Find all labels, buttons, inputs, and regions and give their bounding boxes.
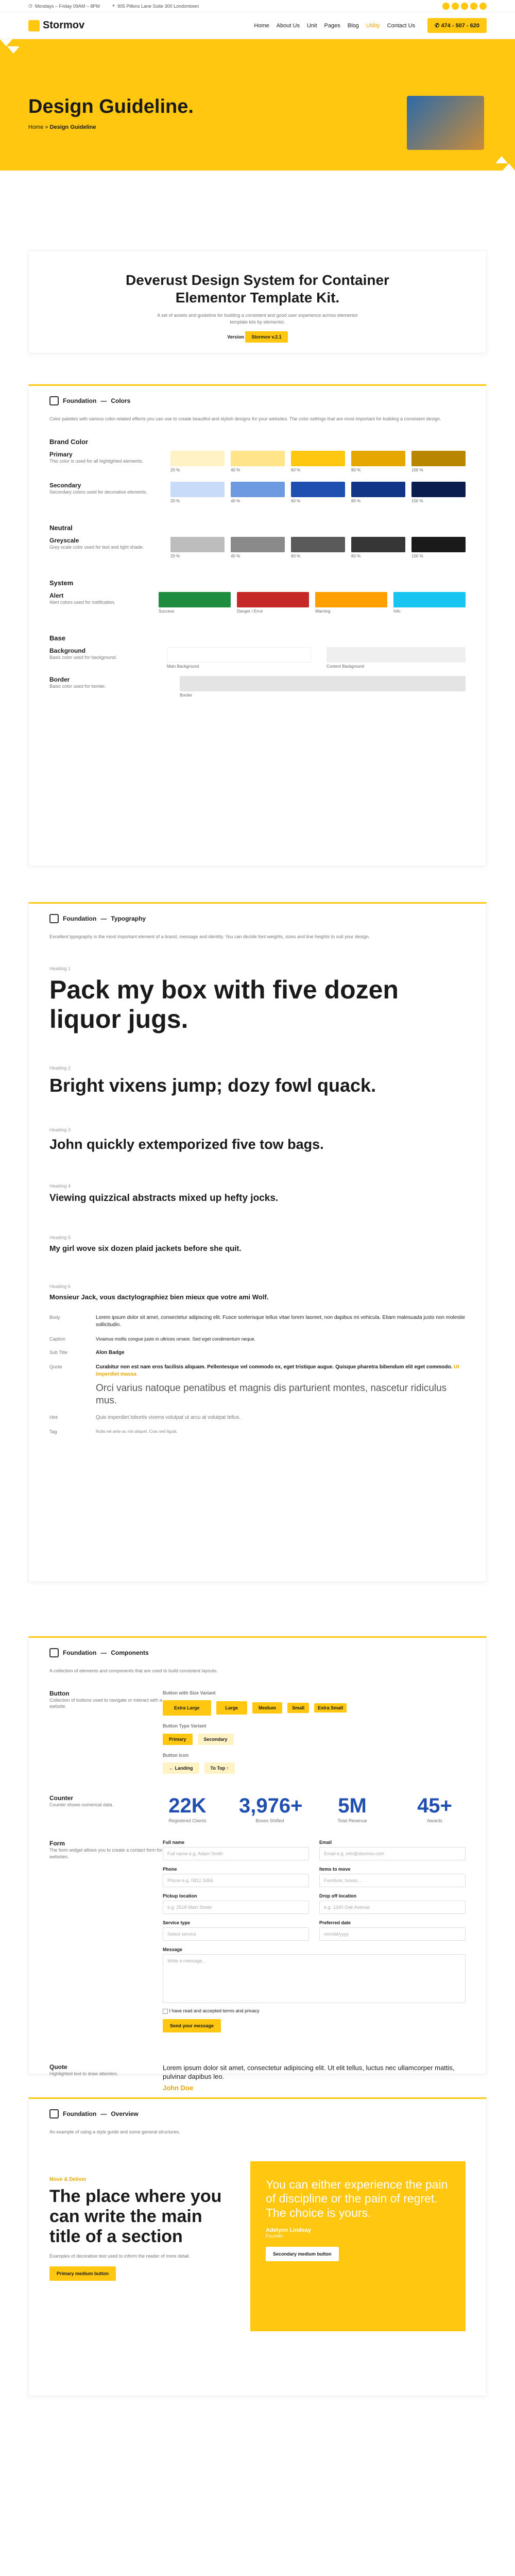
medium-button[interactable]: Medium <box>252 1702 282 1714</box>
swatch-label: 60 % <box>291 498 301 503</box>
group-title: Neutral <box>49 523 73 532</box>
swatch <box>231 537 285 558</box>
phone-input[interactable]: Phone e.g. 0812 3456 <box>163 1874 309 1887</box>
swatch <box>231 451 285 472</box>
swatch <box>291 537 345 558</box>
date-input[interactable]: mm/dd/yyyy <box>319 1927 466 1941</box>
page-title: Design Guideline. <box>28 96 194 117</box>
top-bar <box>0 0 515 12</box>
swatch-group-desc: Grey scale color used for text and light shade. <box>49 544 144 550</box>
type-label: Heading 2 <box>49 1065 71 1071</box>
phone-icon: ✆ <box>435 23 441 29</box>
group-title: Base <box>49 634 66 642</box>
secondary-medium-button[interactable]: Secondary medium button <box>266 2247 339 2261</box>
variant-label: Button with Size Variant <box>163 1690 216 1696</box>
counter-label: Boxes Shifted <box>255 1818 284 1824</box>
tag-sample: Nulla vel ante ac nisi aliquet. Cras sed ligula. <box>96 1429 178 1434</box>
swatch-group-label: Border <box>49 675 70 683</box>
heading-part: Foundation <box>63 915 97 922</box>
card-author: Adelynn Lindsay <box>266 2227 312 2234</box>
type-label: Heading 1 <box>49 965 71 971</box>
palette-icon <box>49 396 59 405</box>
field-label: Message <box>163 1946 183 1952</box>
group-title: System <box>49 579 74 587</box>
section-desc: Excellent typography is the most important element of a brand, message and identity. You can decide font weights, sizes and line heights to suit your design. <box>49 934 370 939</box>
counter-value: 45+ <box>417 1794 452 1818</box>
section-heading: Foundation — Components <box>29 1638 486 1668</box>
nav-unit[interactable]: Unit <box>306 22 317 29</box>
email-input[interactable]: Email e.g. info@stormov.com <box>319 1847 466 1860</box>
icon-button-landing[interactable] <box>163 1762 199 1774</box>
breadcrumb-home[interactable]: Home <box>28 124 44 130</box>
type-label: Heading 4 <box>49 1183 71 1189</box>
heading-part: Colors <box>111 397 131 404</box>
type-label: Heading 6 <box>49 1283 71 1289</box>
overview-section <box>28 2097 487 2396</box>
clock-icon: ◷ <box>28 3 32 8</box>
heading-part: Foundation <box>63 2110 97 2117</box>
swatch <box>327 647 466 669</box>
pickup-input[interactable]: e.g. 2518 Main Street <box>163 1901 309 1914</box>
swatch <box>231 482 285 503</box>
address-text: 905 Pilkins Lane Suite 300 Londontown <box>117 3 199 9</box>
triangle-decor <box>0 39 12 46</box>
hours-text: Mondays – Friday 09AM – 8PM <box>35 3 100 9</box>
subtitle-sample: Alon Badge <box>96 1350 125 1356</box>
phone-text: 474 - 507 - 620 <box>441 23 479 29</box>
agree-label: I have read and accepted terms and privacy <box>169 2008 260 2013</box>
swatch-label: Main Background <box>167 664 199 669</box>
colors-section <box>28 384 487 866</box>
swatch-label: 20 % <box>170 553 180 558</box>
swatch <box>180 676 466 698</box>
counter-item <box>157 1794 218 1824</box>
typography-section <box>28 902 487 1582</box>
heading-part: Foundation <box>63 1649 97 1656</box>
swatch-group-label: Primary <box>49 450 73 458</box>
counter-list <box>157 1794 466 1824</box>
field-label: Full name <box>163 1839 185 1845</box>
card-quote: You can either experience the pain of discipline or the pain of regret. The choice is yours. <box>266 2177 448 2219</box>
main-header <box>0 12 515 39</box>
component-desc: Counter shows numerical data. <box>49 1802 114 1808</box>
components-section <box>28 1636 487 2092</box>
xs-button[interactable]: Extra Small <box>314 1703 347 1713</box>
field-label: Drop off location <box>319 1893 356 1899</box>
linkedin-icon[interactable] <box>479 3 487 10</box>
intro-title: Deverust Design System for Container Elementor Template Kit. <box>126 272 389 306</box>
nav-blog[interactable]: Blog <box>347 22 359 29</box>
component-desc: Highlighted text to draw attention. <box>49 2071 118 2076</box>
dropoff-input[interactable]: e.g. 1340 Oak Avenue <box>319 1901 466 1914</box>
arrow-up-icon: ↑ <box>225 1766 229 1771</box>
breadcrumb-current: Design Guideline <box>49 124 96 130</box>
type-label: Quote <box>49 1364 62 1370</box>
nav-about[interactable]: About Us <box>276 22 300 29</box>
small-button[interactable]: Small <box>287 1703 309 1713</box>
section-heading: Foundation — Colors <box>29 386 486 416</box>
caption-sample: Vivamus mollis congue justo in ultrices ornare. Sed eget condimentum neque. <box>96 1336 256 1342</box>
swatch-label: 60 % <box>291 553 301 558</box>
secondary-swatches <box>170 482 466 503</box>
swatch-label: Content Background <box>327 664 364 669</box>
swatch-group-label: Background <box>49 647 86 654</box>
main-nav <box>254 23 415 29</box>
field-label: Items to move <box>319 1866 351 1872</box>
type-styles-list <box>49 1314 466 1435</box>
contact-form <box>163 1840 466 2032</box>
swatch <box>351 451 405 472</box>
variant-label: Button Icon <box>163 1752 188 1758</box>
swatch-label: 40 % <box>231 467 241 472</box>
hint-sample: Quis imperdiet lobortis viverra volutpat ut arcu at volutpat tellus. <box>96 1414 241 1420</box>
page-hero <box>0 39 515 171</box>
button-text: To Top <box>210 1766 226 1771</box>
intro-text: A set of assets and guideline for building a consistent and good user experience across elementor template kits by elementor. <box>157 313 358 325</box>
swatch-label: 60 % <box>291 467 301 472</box>
type-label: Heading 5 <box>49 1234 71 1240</box>
primary-medium-button[interactable]: Primary medium button <box>49 2266 116 2281</box>
swatch-group-label: Alert <box>49 591 64 599</box>
heading-3-sample: John quickly extemporized five tow bags. <box>49 1136 324 1152</box>
component-label: Quote <box>49 2063 67 2071</box>
nav-utility[interactable]: Utility <box>366 22 380 29</box>
youtube-icon[interactable] <box>470 3 477 10</box>
type-icon <box>49 914 59 923</box>
component-label: Counter <box>49 1794 73 1802</box>
heading-part: Typography <box>111 915 146 922</box>
swatch <box>411 537 466 558</box>
variant-label: Button Type Variant <box>163 1723 207 1729</box>
send-button[interactable]: Send your message <box>163 2019 221 2032</box>
full-name-input[interactable]: Full name e.g. Adam Smith <box>163 1847 309 1860</box>
type-label: Sub Title <box>49 1350 68 1355</box>
group-title: Brand Color <box>49 437 89 446</box>
swatch <box>170 451 225 472</box>
swatch-label: 80 % <box>351 467 361 472</box>
field-label: Preferred date <box>319 1920 351 1925</box>
counter-item <box>239 1794 301 1824</box>
swatch <box>351 537 405 558</box>
twitter-icon[interactable] <box>452 3 459 10</box>
icon-button-top[interactable] <box>204 1762 235 1774</box>
swatch <box>167 647 311 669</box>
items-input[interactable]: Furniture, boxes... <box>319 1874 466 1887</box>
swatch-group-desc: This color is used for all highlighted elements. <box>49 458 144 464</box>
section-desc: A collection of elements and components that are used to build consistent layouts. <box>49 1668 218 1673</box>
primary-swatches <box>170 451 466 472</box>
primary-button[interactable]: Primary <box>163 1734 193 1745</box>
intro-card <box>28 250 487 353</box>
logo-mark-icon <box>28 20 40 31</box>
background-swatches <box>167 647 466 669</box>
section-title: The place where you can write the main title of a section <box>49 2186 222 2246</box>
swatch-label: 100 % <box>411 498 423 503</box>
quote-text: Lorem ipsum dolor sit amet, consectetur adipiscing elit. Ut elit tellus, luctus nec ullamcorper mattis, pulvinar dapibus leo. <box>163 2063 455 2081</box>
section-heading: Foundation — Overview <box>29 2099 486 2129</box>
quote-author: John Doe <box>163 2083 194 2092</box>
swatch <box>237 592 309 614</box>
logo[interactable] <box>28 20 84 31</box>
button-text: Landing <box>175 1766 193 1771</box>
triangle-decor <box>495 156 508 163</box>
nav-pages[interactable]: Pages <box>324 22 340 29</box>
components-icon <box>49 1648 59 1657</box>
component-label: Button <box>49 1689 70 1697</box>
counter-value: 3,976+ <box>239 1794 303 1818</box>
quote-card <box>250 2161 466 2331</box>
swatch-group-desc: Secondary colors used for decorative elements. <box>49 489 148 495</box>
message-textarea[interactable]: Write a message... <box>163 1954 466 2003</box>
section-desc: Color palettes with various color-related effects you can use to create beautiful and stylish designs for your websites. The color settings that are most important for building a consistent design. <box>49 416 441 421</box>
section-heading: Foundation — Typography <box>29 904 486 934</box>
swatch-label: Border <box>180 692 193 698</box>
swatch <box>291 482 345 503</box>
greyscale-swatches <box>170 537 466 558</box>
version-badge: Stormov v.2.1 <box>245 331 287 343</box>
swatch-label: 100 % <box>411 467 423 472</box>
component-desc: Collection of buttons used to navigate or interact with a website. <box>49 1697 162 1709</box>
arrow-left-icon: ← <box>169 1766 175 1771</box>
agree-checkbox[interactable] <box>163 2009 168 2014</box>
facebook-icon[interactable] <box>442 3 450 10</box>
type-label: Body <box>49 1314 60 1320</box>
section-desc: Examples of decorative text used to inform the reader of more detail. <box>49 2253 191 2259</box>
service-select[interactable]: Select service <box>163 1927 309 1941</box>
swatch-label: Danger / Error <box>237 608 263 614</box>
swatch <box>411 482 466 503</box>
card-role: Founder <box>266 2233 283 2239</box>
swatch-label: 80 % <box>351 553 361 558</box>
type-label: Hint <box>49 1414 58 1420</box>
triangle-decor <box>503 163 515 171</box>
heading-part: Overview <box>111 2110 139 2117</box>
heading-5-sample: My girl wove six dozen plaid jackets before she quit. <box>49 1244 242 1253</box>
swatch-label: 20 % <box>170 498 180 503</box>
large-quote-sample: Orci varius natoque penatibus et magnis dis parturient montes, nascetur ridiculus mus. <box>96 1383 447 1406</box>
alert-swatches <box>159 592 466 614</box>
swatch-label: 80 % <box>351 498 361 503</box>
heading-1-sample: Pack my box with five dozen liquor jugs. <box>49 975 399 1034</box>
field-label: Service type <box>163 1920 191 1925</box>
logo-text: Stormov <box>43 20 85 31</box>
swatch-label: Warning <box>315 608 331 614</box>
swatch-group-desc: Basic color used for background. <box>49 654 117 660</box>
swatch-label: 40 % <box>231 553 241 558</box>
quote-author: Ut imperdiet massa <box>96 1364 459 1378</box>
instagram-icon[interactable] <box>461 3 468 10</box>
breadcrumb-separator: » <box>45 124 48 130</box>
xl-button[interactable]: Extra Large <box>163 1700 211 1716</box>
type-label: Tag <box>49 1429 57 1434</box>
swatch <box>170 537 225 558</box>
counter-label: Awards <box>427 1818 442 1824</box>
swatch <box>411 451 466 472</box>
body-sample: Lorem ipsum dolor sit amet, consectetur adipiscing elit. Fusce scelerisque tellus vitae lorem laoreet, non dapibus mi vehicula. Etiam malesuada justo non molestie sollicitudin. <box>96 1314 466 1328</box>
heading-part: Foundation <box>63 397 97 404</box>
phone-button[interactable] <box>427 18 487 33</box>
nav-contact[interactable]: Contact Us <box>387 22 416 29</box>
counter-value: 5M <box>338 1794 367 1818</box>
triangle-decor <box>7 46 20 54</box>
swatch-label: 20 % <box>170 467 180 472</box>
quote-sample: Curabitur non est nam eros facilisis aliquam. Pellentesque vel commodo ex, eget tristique augue. Quisque pharetra bibendum elit eget commodo. <box>96 1364 453 1370</box>
type-label: Heading 3 <box>49 1127 71 1132</box>
swatch-group-desc: Alert colors used for notification. <box>49 599 116 605</box>
swatch <box>393 592 466 614</box>
hero-image <box>407 96 484 150</box>
nav-home[interactable]: Home <box>254 22 269 29</box>
heading-6-sample: Monsieur Jack, vous dactylographiez bien mieux que votre ami Wolf. <box>49 1293 269 1301</box>
pin-icon: ⌖ <box>112 3 115 8</box>
swatch <box>291 451 345 472</box>
component-desc: The form widget allows you to create a contact form for websites. <box>49 1847 163 1859</box>
large-button[interactable]: Large <box>216 1701 248 1715</box>
field-label: Pickup location <box>163 1893 197 1899</box>
swatch-label: 100 % <box>411 553 423 558</box>
heading-2-sample: Bright vixens jump; dozy fowl quack. <box>49 1074 376 1096</box>
counter-item <box>404 1794 466 1824</box>
eyebrow-text: Move & Deliver <box>49 2176 87 2182</box>
swatch <box>315 592 387 614</box>
swatch-group-label: Greyscale <box>49 536 79 544</box>
swatch-group-desc: Basic color used for border. <box>49 683 106 689</box>
counter-value: 22K <box>168 1794 207 1818</box>
swatch <box>159 592 231 614</box>
type-label: Caption <box>49 1336 66 1342</box>
version-label: Version <box>227 334 244 340</box>
counter-label: Total Revenue <box>337 1818 367 1824</box>
field-label: Phone <box>163 1866 177 1872</box>
secondary-button[interactable]: Secondary <box>198 1734 234 1745</box>
field-label: Email <box>319 1839 332 1845</box>
swatch-group-label: Secondary <box>49 481 81 489</box>
swatch-label: Success <box>159 608 175 614</box>
counter-label: Registered Clients <box>168 1818 207 1824</box>
counter-item <box>321 1794 383 1824</box>
section-desc: An example of using a style guide and some general structures. <box>49 2129 180 2134</box>
swatch <box>170 482 225 503</box>
swatch <box>351 482 405 503</box>
swatch-label: 40 % <box>231 498 241 503</box>
heading-part: Components <box>111 1649 149 1656</box>
component-label: Form <box>49 1839 65 1847</box>
swatch-label: Info <box>393 608 401 614</box>
heading-4-sample: Viewing quizzical abstracts mixed up hefty jocks. <box>49 1192 279 1204</box>
overview-icon <box>49 2109 59 2119</box>
